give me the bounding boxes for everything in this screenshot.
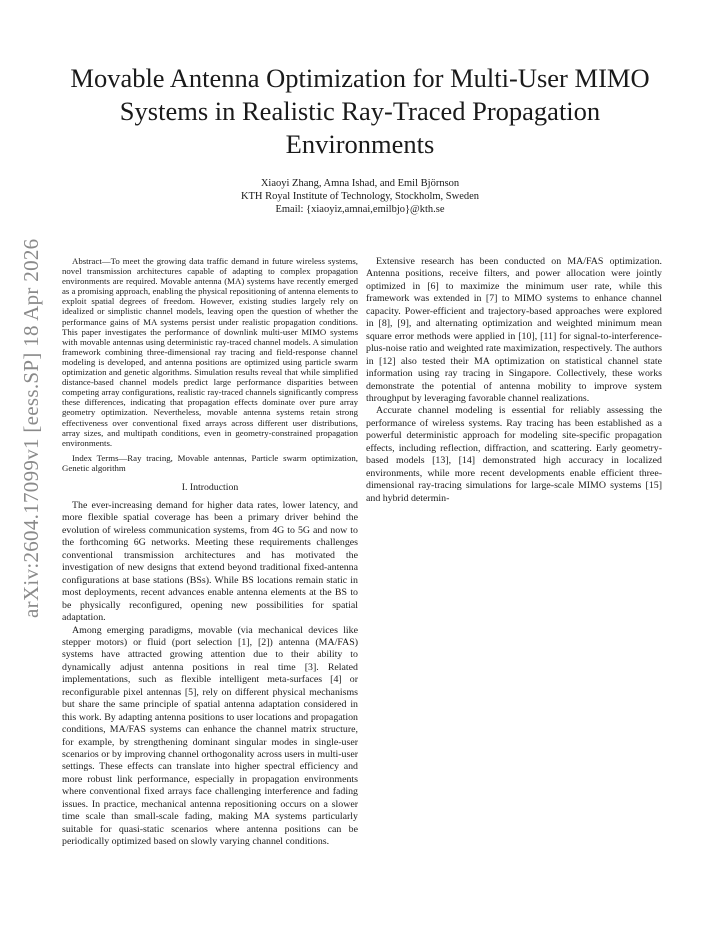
section-heading: I. Introduction (181, 481, 239, 493)
intro-paragraph-1: The ever-increasing demand for higher data rates, lower latency, and more flexible spatial coverage has been a primary driver behind the evolution of wireless communication systems, from 4G to 5G and now to the forthcoming 6G networks. Meeting these requirements challenges conventional transmission architectures and has motivated the investigation of new designs that extend beyond traditional fixed-antenna configurations at base stations (BSs). While BS locations remain static in most deployments, recent advances enable antenna elements at the BS to be physically reconfigured, opening new possibilities for spatial adaptation. (62, 499, 358, 624)
affiliation: KTH Royal Institute of Technology, Stockholm, Sweden (240, 191, 480, 202)
abstract: Abstract—To meet the growing data traffic demand in future wireless systems, novel transmission architectures capable of adapting to complex propagation environments are required. Movable antenna (MA) systems have recently emerged as a promising approach, enabling the physical repositioning of antenna elements to exploit spatial degrees of freedom. However, existing studies largely rely on idealized or simplistic channel models, leaving open the question of whether the performance gains of MA systems persist under realistic propagation conditions. This paper investigates the performance of downlink multi-user MIMO systems with movable antennas using deterministic ray-traced channel models. A simulation framework combining three-dimensional ray tracing and field-response channel modeling is developed, and antenna positions are optimized using particle swarm optimization and genetic algorithms. Simulation results reveal that while simplified distance-based channel models predict large performance disparities between competing array configurations, realistic ray-traced channels significantly compress these differences, indicating that propagation effects dominate over pure array geometry optimization. Nevertheless, movable antenna systems retain strong effectiveness over conventional fixed arrays across different user distributions, array sizes, and multipath conditions, even in geometry-constrained propagation environments. (62, 256, 358, 448)
index-terms: Index Terms—Ray tracing, Movable antennas, Particle swarm optimization, Genetic algorithm (62, 452, 358, 473)
right-column (366, 256, 662, 505)
arxiv-identifier: arXiv:2604.17099v1 [eess.SP] 18 Apr 2026 (19, 238, 43, 618)
author-block (110, 177, 610, 216)
author-names: Xiaoyi Zhang, Amna Ishad, and Emil Björnson (260, 178, 460, 189)
left-column (62, 256, 358, 849)
email: Email: {xiaoyiz,amnai,emilbjo}@kth.se (275, 204, 445, 215)
intro-paragraph-2: Among emerging paradigms, movable (via mechanical devices like stepper motors) or fluid (port selection [1], [2]) antenna (MA/FAS) systems have attracted growing attention due to their ability to dynamically adjust antenna positions in real time [3]. Related implementations, such as flexible intelligent meta-surfaces [4] or reconfigurable pixel antennas [5], rely on different physical mechanisms but share the same principle of spatial antenna adaptation considered in this work. By adapting antenna positions to user locations and propagation conditions, MA/FAS systems can enhance the channel matrix structure, for example, by strengthening dominant singular modes in single-user scenarios or by improving channel orthogonality across users in multi-user settings. These effects can translate into higher spectral efficiency and more robust link performance, especially in propagation environments where conventional fixed arrays face challenging interference and fading issues. In practice, mechanical antenna repositioning occurs on a slower time scale than small-scale fading, making MA systems particularly suitable for quasi-static scenarios where antenna positions can be periodically optimized based on slowly varying channel conditions. (62, 624, 358, 848)
intro-paragraph-3: Extensive research has been conducted on MA/FAS optimization. Antenna positions, receive filters, and power allocation were jointly optimized in [6] to maximize the minimum user rate, while this framework was extended in [7] to MIMO systems to enhance channel capacity. Power-efficient and trajectory-based approaches were explored in [8], [9], and alternating optimization and weighted minimum mean square error methods were applied in [10], [11] for signal-to-interference-plus-noise ratio and weighted rate maximization, respectively. The authors in [12] also tested their MA optimization on statistical channel state information using ray tracing in Singapore. Collectively, these works demonstrate the potential of antenna mobility to improve system throughput by leveraging favorable channel realizations. (366, 256, 662, 404)
intro-paragraph-4: Accurate channel modeling is essential for reliably assessing the performance of wireless systems. Ray tracing has been established as a powerful deterministic approach for modeling site-specific propagation effects, including reflection, diffraction, and scattering. Early geometry-based models [13], [14] demonstrated high accuracy in localized environments, while more recent developments enable efficient three-dimensional ray-tracing simulations for large-scale MIMO systems [15] and hybrid determin- (366, 405, 662, 504)
paper-title: Movable Antenna Optimization for Multi-User MIMO Systems in Realistic Ray-Traced Propagation Environments (70, 63, 650, 159)
